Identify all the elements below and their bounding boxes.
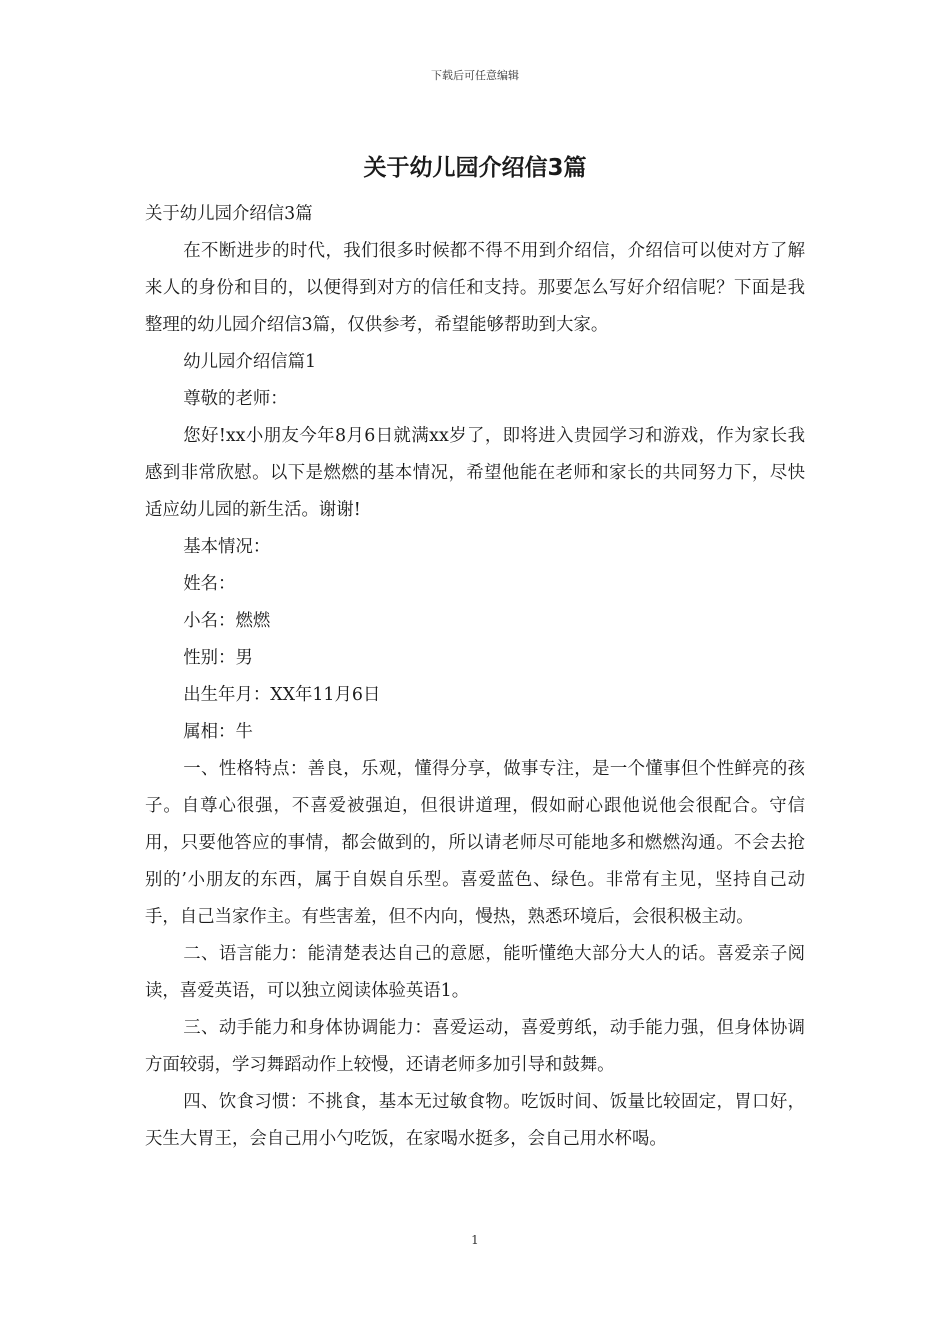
section-heading: 幼儿园介绍信篇1 (183, 352, 317, 372)
language-paragraph: 二、语言能力：能清楚表达自己的意愿，能听懂绝大部分大人的话。喜爱亲子阅读，喜爱英语，可以独立阅读体验英语1。 (145, 944, 805, 1001)
info-zodiac: 属相：牛 (183, 722, 253, 742)
page-number: 1 (471, 1233, 479, 1247)
info-nickname: 小名：燃燃 (183, 611, 271, 631)
motor-skills-paragraph: 三、动手能力和身体协调能力：喜爱运动，喜爱剪纸，动手能力强，但身体协调方面较弱，学习舞蹈动作上较慢，还请老师多加引导和鼓舞。 (145, 1018, 805, 1075)
intro-paragraph: 在不断进步的时代，我们很多时候都不得不用到介绍信，介绍信可以使对方了解来人的身份和目的，以便得到对方的信任和支持。那要怎么写好介绍信呢？下面是我整理的幼儿园介绍信3篇，仅供参考，希望能够帮助到大家。 (145, 241, 805, 335)
document-body (145, 196, 805, 1158)
basic-info-heading: 基本情况： (183, 537, 271, 557)
subtitle-paragraph: 关于幼儿园介绍信3篇 (145, 204, 313, 224)
info-birth-date: 出生年月：XX年11月6日 (183, 685, 381, 705)
salutation: 尊敬的老师： (183, 389, 288, 409)
info-gender: 性别：男 (183, 648, 253, 668)
personality-paragraph: 一、性格特点：善良，乐观，懂得分享，做事专注，是一个懂事但个性鲜亮的孩子。自尊心很强，不喜爱被强迫，但很讲道理，假如耐心跟他说他会很配合。守信用，只要他答应的事情，都会做到的，所以请老师尽可能地多和燃燃沟通。不会去抢别的’小朋友的东西，属于自娱自乐型。喜爱蓝色、绿色。非常有主见，坚持自己动手，自己当家作主。有些害羞，但不内向，慢热，熟悉环境后，会很积极主动。 (145, 759, 805, 927)
document-title: 关于幼儿园介绍信3篇 (363, 155, 587, 181)
greeting-paragraph: 您好!xx小朋友今年8月6日就满xx岁了，即将进入贵园学习和游戏，作为家长我感到非常欣慰。以下是燃燃的基本情况，希望他能在老师和家长的共同努力下，尽快适应幼儿园的新生活。谢谢! (145, 426, 805, 520)
page-header-note: 下载后可任意编辑 (431, 69, 519, 82)
eating-habits-paragraph: 四、饮食习惯：不挑食，基本无过敏食物。吃饭时间、饭量比较固定，胃口好，天生大胃王，会自己用小勺吃饭，在家喝水挺多，会自己用水杯喝。 (145, 1092, 805, 1149)
info-name: 姓名： (183, 574, 236, 594)
